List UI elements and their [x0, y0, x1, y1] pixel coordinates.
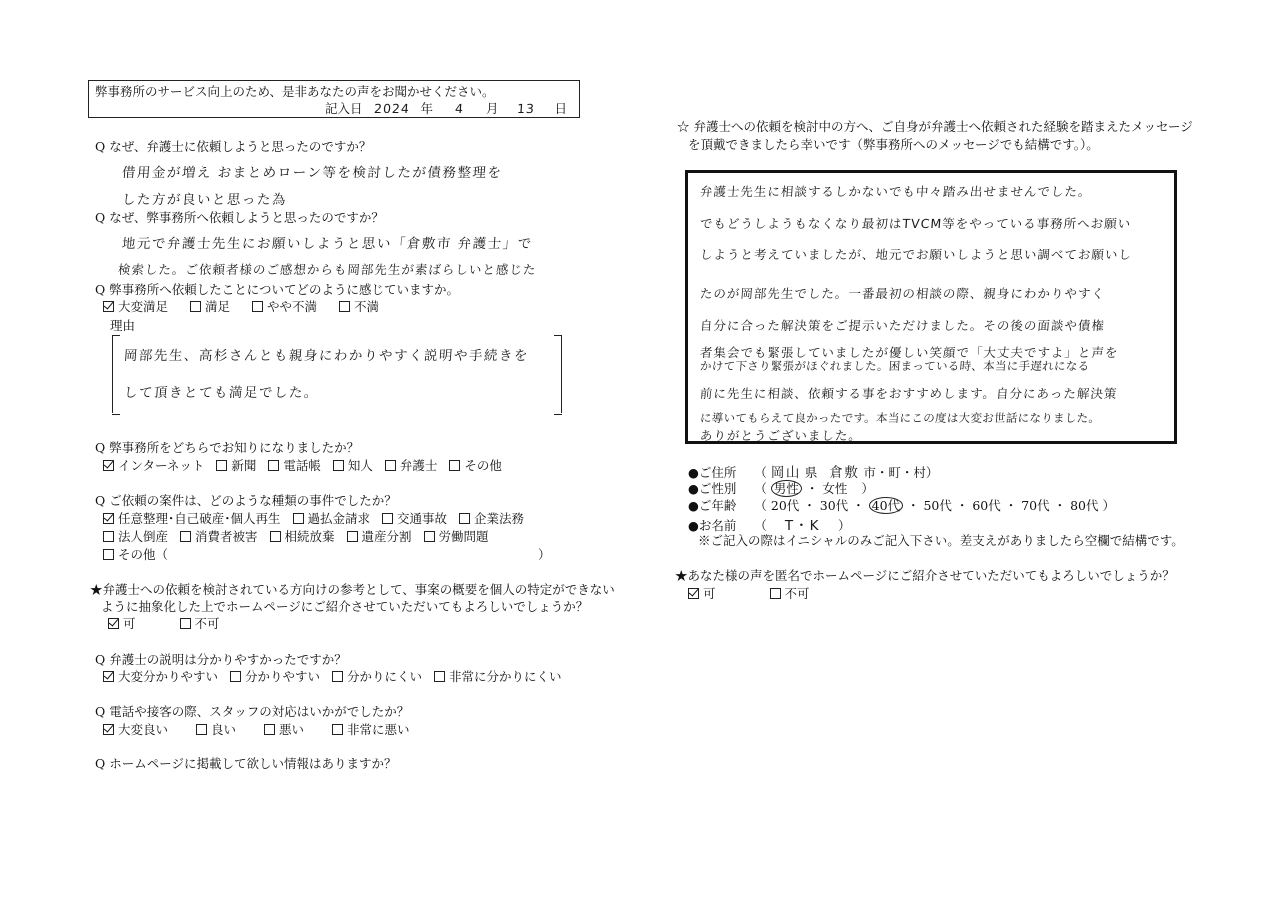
reason-line1: 岡部先生、高杉さんとも親身にわかりやすく説明や手続きを [123, 348, 530, 364]
date-row [325, 99, 567, 117]
option-lawyer[interactable]: 弁護士 [385, 458, 438, 473]
checkbox[interactable] [293, 513, 304, 524]
option-internet[interactable]: インターネット [103, 458, 204, 473]
checkbox[interactable] [180, 618, 191, 629]
answer-why-lawyer-line1: 借用金が増え おまとめローン等を検討したが債務整理を [121, 165, 503, 181]
publish-voice-options [688, 584, 828, 602]
checkbox[interactable] [459, 513, 470, 524]
satisfaction-options [103, 297, 397, 315]
date-day: 13 [516, 101, 536, 116]
option-publish-no[interactable]: 不可 [180, 616, 220, 631]
option-somewhat-dissatisfied[interactable]: やや不満 [252, 299, 317, 314]
name-label: ●お名前 [688, 518, 737, 533]
how-found-options [103, 456, 510, 474]
checkbox-checked[interactable] [108, 618, 119, 629]
address-city: 倉敷 [829, 465, 860, 481]
message-intro-line1: ☆ 弁護士への依頼を検討中の方へ、ご自身が弁護士へ依頼された経験を踏まえたメッセージ [677, 119, 1193, 134]
question-publish-case-line1: ★弁護士への依頼を検討されている方向けの参考として、事案の概要を個人の特定ができない [90, 582, 615, 597]
checkbox[interactable] [264, 724, 275, 735]
message-box [685, 170, 1177, 444]
option-good[interactable]: 良い [196, 722, 236, 737]
age-50s[interactable]: 50代 [923, 498, 952, 513]
checkbox[interactable] [424, 531, 435, 542]
checkbox-checked[interactable] [103, 460, 114, 471]
gender-label: ●ご性別 [688, 481, 737, 496]
message-line-3: しようと考えていましたが、地元でお願いしようと思い調べてお願いし [699, 247, 1133, 262]
age-70s[interactable]: 70代 [1021, 498, 1050, 513]
option-case-other[interactable]: その他（ [103, 545, 168, 563]
option-publish-yes[interactable]: 可 [108, 616, 136, 631]
checkbox[interactable] [332, 724, 343, 735]
option-very-satisfied[interactable]: 大変満足 [103, 299, 168, 314]
option-newspaper[interactable]: 新聞 [216, 458, 256, 473]
gender-male[interactable]: 男性 [771, 480, 802, 497]
checkbox-checked[interactable] [103, 724, 114, 735]
age-60s[interactable]: 60代 [972, 498, 1001, 513]
checkbox[interactable] [196, 724, 207, 735]
option-acquaintance[interactable]: 知人 [333, 458, 373, 473]
option-overpayment[interactable]: 過払金請求 [293, 511, 371, 526]
name-note: ※ご記入の際はイニシャルのみご記入下さい。差支えがありましたら空欄で結構です。 [698, 533, 1184, 548]
name-value: T・K [784, 518, 821, 534]
address-prefecture: 岡山 [770, 465, 801, 481]
message-line-10: ありがとうございました。 [699, 428, 863, 443]
checkbox-checked[interactable] [688, 588, 699, 599]
option-unclear[interactable]: 分かりにくい [332, 669, 422, 684]
option-very-bad[interactable]: 非常に悪い [332, 722, 410, 737]
reason-line2: して頂きとても満足でした。 [123, 385, 320, 401]
address-open: （ [754, 465, 767, 480]
checkbox-checked[interactable] [103, 301, 114, 312]
option-inheritance-renunciation[interactable]: 相続放棄 [270, 529, 335, 544]
option-traffic-accident[interactable]: 交通事故 [382, 511, 447, 526]
month-unit: 月 [485, 101, 499, 116]
address-pref-unit: 県 [804, 465, 818, 480]
checkbox[interactable] [190, 301, 201, 312]
question-case-type: Q ご依頼の案件は、どのような種類の事件でしたか？ [95, 493, 397, 508]
case-type-row1 [103, 509, 532, 527]
gender-female[interactable]: 女性 [822, 481, 848, 496]
option-very-unclear[interactable]: 非常に分かりにくい [434, 669, 562, 684]
option-voice-yes[interactable]: 可 [688, 586, 716, 601]
checkbox-checked[interactable] [103, 671, 114, 682]
question-explanation: Q 弁護士の説明は分かりやすかったですか？ [95, 652, 347, 667]
age-label: ●ご年齢 [688, 498, 737, 513]
checkbox[interactable] [770, 588, 781, 599]
checkbox[interactable] [180, 531, 191, 542]
question-satisfaction: Q 弊事務所へ依頼したことについてどのように感じていますか。 [95, 282, 459, 297]
checkbox[interactable] [333, 460, 344, 471]
checkbox[interactable] [216, 460, 227, 471]
option-satisfied[interactable]: 満足 [190, 299, 230, 314]
address-row [688, 461, 938, 481]
option-corporate-bankruptcy[interactable]: 法人倒産 [103, 529, 168, 544]
option-consumer-damage[interactable]: 消費者被害 [180, 529, 258, 544]
option-voice-no[interactable]: 不可 [770, 586, 810, 601]
message-line-5: 自分に合った解決策をご提示いただけました。その後の面談や債権 [699, 318, 1106, 333]
gender-separator: ・ [805, 481, 819, 496]
checkbox[interactable] [252, 301, 263, 312]
header-line: 弊事務所のサービス向上のため、是非あなたの声をお聞かせください。 [95, 84, 495, 99]
date-year: 2024 [373, 101, 410, 116]
address-label: ●ご住所 [688, 465, 737, 480]
age-80s[interactable]: 80代 [1070, 498, 1099, 513]
checkbox[interactable] [103, 549, 114, 560]
case-other-close: ） [538, 547, 551, 562]
question-how-found: Q 弊事務所をどちらでお知りになりましたか？ [95, 440, 360, 455]
option-dissatisfied[interactable]: 不満 [339, 299, 379, 314]
address-units: 市・町・村） [863, 465, 939, 480]
age-40s[interactable]: 40代 [869, 497, 903, 514]
option-debt-restructuring[interactable]: 任意整理･自己破産･個人再生 [103, 511, 281, 526]
option-corporate-law[interactable]: 企業法務 [459, 511, 524, 526]
question-homepage-info: Q ホームページに掲載して欲しい情報はありますか？ [95, 756, 397, 771]
message-line-4: たのが岡部先生でした。一番最初の相談の際、親身にわかりやすく [699, 286, 1106, 301]
age-30s[interactable]: 30代 [819, 498, 849, 513]
message-line-6: 者集会でも緊張していましたが優しい笑顔で「大丈夫ですよ」と声を [699, 345, 1120, 360]
age-row: ●ご年齢 （ 20代 ・ 30代 ・ 40代 ・ 50代 ・ 60代 ・ 70代 ・ 80代 ） [688, 498, 1115, 513]
question-why-lawyer: Q なぜ、弁護士に依頼しようと思ったのですか？ [95, 139, 372, 154]
day-unit: 日 [554, 101, 567, 116]
message-line-1: 弁護士先生に相談するしかないでも中々踏み出せませんでした。 [699, 184, 1093, 199]
gender-row: ●ご性別 （ 男性 ・ 女性 ） [688, 481, 874, 496]
checkbox[interactable] [270, 531, 281, 542]
message-intro-line2: を頂戴できましたら幸いです（弊事務所へのメッセージでも結構です。）。 [688, 137, 1099, 152]
question-staff: Q 電話や接客の際、スタッフの対応はいかがでしたか？ [95, 704, 410, 719]
message-line-7: かけて下さり緊張がほぐれました。困まっている時、本当に手遅れになる [699, 359, 1090, 373]
checkbox[interactable] [332, 671, 343, 682]
explanation-options [103, 667, 570, 685]
message-line-8: 前に先生に相談、依頼する事をおすすめします。自分にあった解決策 [699, 386, 1119, 401]
checkbox-checked[interactable] [103, 513, 114, 524]
question-why-firm: Q なぜ、弊事務所へ依頼しようと思ったのですか？ [95, 210, 384, 225]
date-month: 4 [454, 101, 465, 116]
option-labor-issues[interactable]: 労働問題 [424, 529, 489, 544]
staff-options [103, 720, 428, 738]
message-line-2: でもどうしようもなくなり最初はTVCM等をやっている事務所へお願い [699, 216, 1132, 231]
answer-why-firm-line2: 検索した。ご依頼者様のご感想からも岡部先生が素ばらしいと感じた [117, 262, 538, 277]
reason-label: 理由 [110, 318, 136, 333]
option-bad[interactable]: 悪い [264, 722, 304, 737]
date-label: 記入日 [325, 101, 363, 116]
checkbox[interactable] [382, 513, 393, 524]
option-very-good[interactable]: 大変良い [103, 722, 168, 737]
question-publish-voice: ★あなた様の声を匿名でホームページにご紹介させていただいてもよろしいでしょうか？ [675, 568, 1175, 583]
option-estate-division[interactable]: 遺産分割 [347, 529, 412, 544]
message-line-9: に導いてもらえて良かったです。本当にこの度は大変お世話になりました。 [699, 411, 1101, 425]
option-very-clear[interactable]: 大変分かりやすい [103, 669, 218, 684]
answer-why-lawyer-line2: した方が良いと思った為 [121, 192, 288, 208]
answer-why-firm-line1: 地元で弁護士先生にお願いしようと思い「倉敷市 弁護士」で [121, 236, 534, 252]
checkbox[interactable] [434, 671, 445, 682]
checkbox[interactable] [347, 531, 358, 542]
option-other[interactable]: その他 [449, 458, 502, 473]
case-type-row2 [103, 527, 497, 545]
option-clear[interactable]: 分かりやすい [230, 669, 320, 684]
checkbox[interactable] [230, 671, 241, 682]
name-row: ●お名前 （ T・K ） [688, 518, 851, 534]
publish-case-options [108, 614, 238, 632]
checkbox[interactable] [449, 460, 460, 471]
checkbox[interactable] [339, 301, 350, 312]
age-20s[interactable]: 20代 [770, 498, 800, 513]
option-phonebook[interactable]: 電話帳 [268, 458, 321, 473]
checkbox[interactable] [268, 460, 279, 471]
question-publish-case-line2: ように抽象化した上でホームページにご紹介させていただいてもよろしいでしょうか？ [101, 599, 589, 614]
checkbox[interactable] [103, 531, 114, 542]
year-unit: 年 [420, 101, 433, 116]
checkbox[interactable] [385, 460, 396, 471]
